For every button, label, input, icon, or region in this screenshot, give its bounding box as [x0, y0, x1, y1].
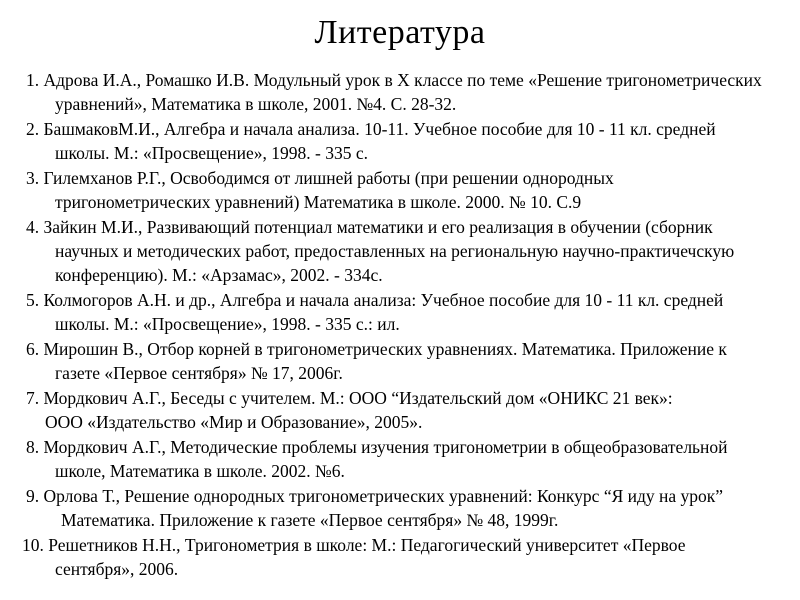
bibliography-entry-4 — [0, 215, 800, 287]
entry-line: 5. Колмогоров А.Н. и др., Алгебра и начала анализа: Учебное пособие для 10 - 11 кл. средней — [26, 290, 724, 310]
bibliography-entry-3 — [0, 166, 800, 214]
entry-line: тригонометрических уравнений) Математика в школе. 2000. № 10. С.9 — [55, 192, 582, 212]
entry-line: Математика. Приложение к газете «Первое сентября» № 48, 1999г. — [61, 510, 559, 530]
entry-line: 10. Решетников Н.Н., Тригонометрия в школе: М.: Педагогический университет «Первое — [22, 535, 686, 555]
entry-line: 8. Мордкович А.Г., Методические проблемы изучения тригонометрии в общеобразовательной — [26, 437, 728, 457]
bibliography-entry-6 — [0, 337, 800, 385]
slide-title: Литература — [314, 14, 486, 51]
entry-line: уравнений», Математика в школе, 2001. №4. С. 28-32. — [55, 94, 457, 114]
entry-line: сентября», 2006. — [55, 559, 179, 579]
entry-line: 9. Орлова Т., Решение однородных тригонометрических уравнений: Конкурс “Я иду на урок” — [26, 486, 724, 506]
entry-line: школы. М.: «Просвещение», 1998. - 335 с. — [55, 143, 369, 163]
bibliography-entry-8 — [0, 435, 800, 483]
entry-line: 2. БашмаковМ.И., Алгебра и начала анализа. 10-11. Учебное пособие для 10 - 11 кл. средней — [26, 119, 716, 139]
entry-line: школы. М.: «Просвещение», 1998. - 335 с.: ил. — [55, 314, 400, 334]
entry-line: 3. Гилемханов Р.Г., Освободимся от лишней работы (при решении однородных — [26, 168, 614, 188]
bibliography-entry-7 — [0, 386, 800, 434]
bibliography-entry-2 — [0, 117, 800, 165]
bibliography-entry-10 — [0, 533, 800, 581]
entry-line: научных и методических работ, предоставленных на региональную научно-практичечскую — [55, 241, 735, 261]
bibliography-entry-9 — [0, 484, 800, 532]
entry-line: 1. Адрова И.А., Ромашко И.В. Модульный урок в X классе по теме «Решение тригонометрических — [26, 70, 762, 90]
entry-line: 7. Мордкович А.Г., Беседы с учителем. М.: ООО “Издательский дом «ОНИКС 21 век»: — [26, 388, 673, 408]
entry-line: конференцию). М.: «Арзамас», 2002. - 334с. — [55, 265, 383, 285]
bibliography-entry-1 — [0, 68, 800, 116]
entry-line: газете «Первое сентября» № 17, 2006г. — [55, 363, 343, 383]
entry-line: ООО «Издательство «Мир и Образование», 2005». — [45, 412, 423, 432]
bibliography-entry-5 — [0, 288, 800, 336]
entry-line: 4. Зайкин М.И., Развивающий потенциал математики и его реализация в обучении (сборник — [26, 217, 713, 237]
entry-line: школе, Математика в школе. 2002. №6. — [55, 461, 345, 481]
entry-line: 6. Мирошин В., Отбор корней в тригонометрических уравнениях. Математика. Приложение к — [26, 339, 727, 359]
bibliography-list — [0, 68, 800, 581]
